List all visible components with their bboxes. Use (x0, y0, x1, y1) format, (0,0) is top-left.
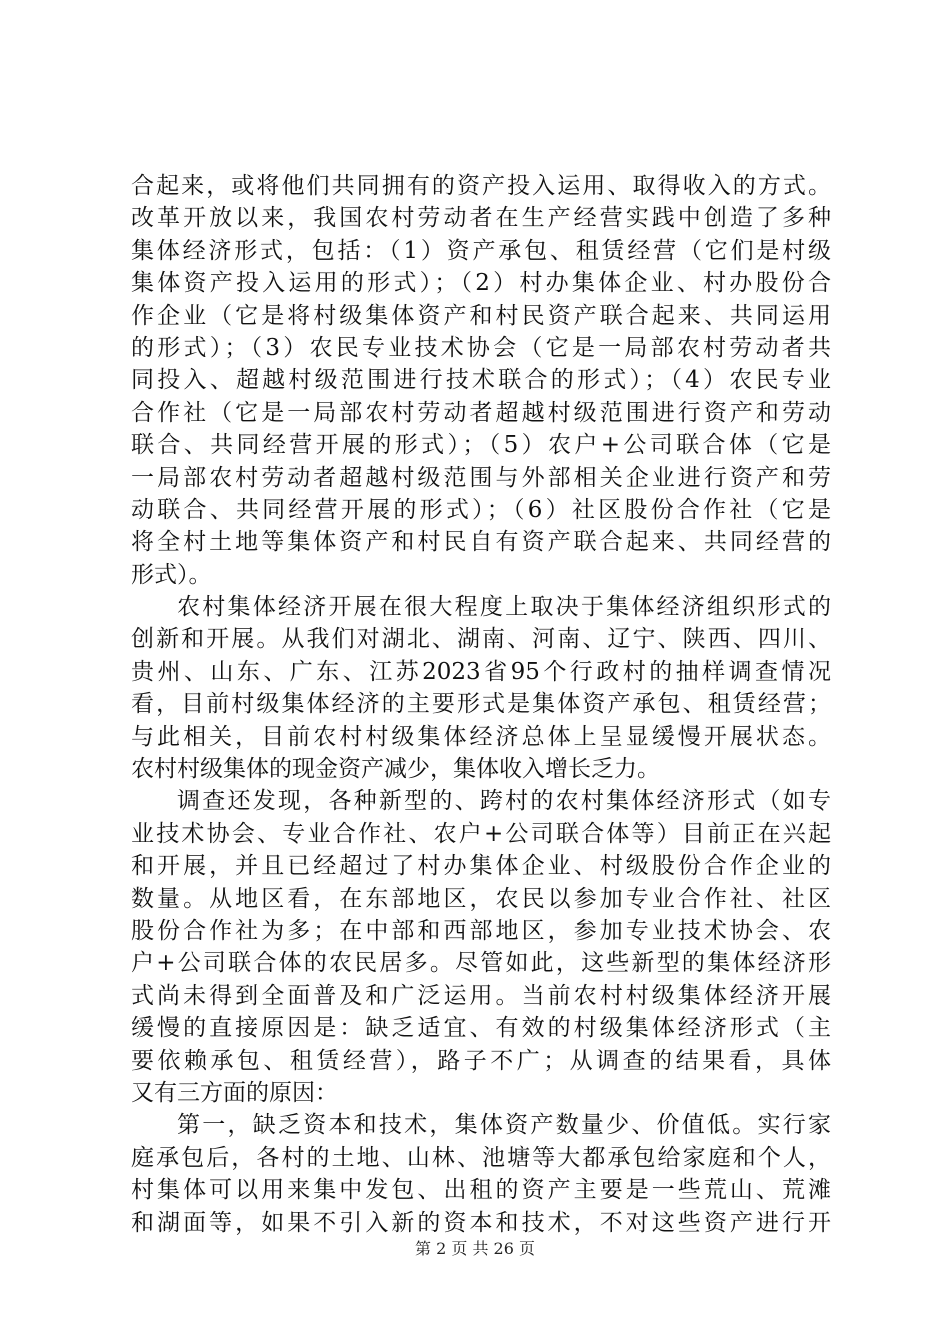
paragraph-line: 农村集体经济开展在很大程度上取决于集体经济组织形式的 (177, 594, 831, 621)
paragraph-line: 的形式）；（3）农民专业技术协会（它是一局部农村劳动者共 (131, 334, 831, 361)
paragraph-line: 缓慢的直接原因是：缺乏适宜、有效的村级集体经济形式（主 (131, 1015, 831, 1042)
page-footer: 第 2 页 共 26 页 (415, 1239, 535, 1258)
paragraph (131, 1109, 831, 1239)
paragraph-line: 改革开放以来，我国农村劳动者在生产经营实践中创造了多种 (131, 205, 831, 232)
paragraph-line: 户+公司联合体的农民居多。尽管如此，这些新型的集体经济形 (131, 950, 831, 977)
paragraph-line: 同投入、超越村级范围进行技术联合的形式）；（4）农民专业 (131, 367, 831, 394)
paragraph-line: 和湖面等，如果不引入新的资本和技术，不对这些资产进行开 (131, 1209, 831, 1236)
paragraph-line: 股份合作社为多；在中部和西部地区，参加专业技术协会、农 (131, 917, 831, 944)
paragraph-line: 式尚未得到全面普及和广泛运用。当前农村村级集体经济开展 (131, 982, 831, 1009)
paragraph-line: 庭承包后，各村的土地、山林、池塘等大都承包给家庭和个人， (131, 1144, 831, 1171)
paragraph-line: 和开展，并且已经超过了村办集体企业、村级股份合作企业的 (131, 853, 831, 880)
paragraph-line: 作企业（它是将村级集体资产和村民资产联合起来、共同运用 (131, 302, 831, 329)
paragraph-line: 动联合、共同经营开展的形式）；（6）社区股份合作社（它是 (131, 496, 831, 523)
paragraph-line: 将全村土地等集体资产和村民自有资产联合起来、共同经营的 (131, 529, 831, 556)
paragraph-line: 一局部农村劳动者超越村级范围与外部相关企业进行资产和劳 (131, 464, 831, 491)
paragraph (131, 785, 831, 1109)
paragraph-line: 合作社（它是一局部农村劳动者超越村级范围进行资产和劳动 (131, 399, 831, 426)
paragraph-line: 形式）。 (131, 561, 212, 588)
paragraph-line: 第一，缺乏资本和技术，集体资产数量少、价值低。实行家 (177, 1112, 831, 1139)
paragraph-line: 联合、共同经营开展的形式）；（5）农户+公司联合体（它是 (131, 432, 831, 459)
paragraph-line: 创新和开展。从我们对湖北、湖南、河南、辽宁、陕西、四川、 (131, 626, 831, 653)
paragraph-line: 村集体可以用来集中发包、出租的资产主要是一些荒山、荒滩 (131, 1177, 831, 1204)
paragraph-line: 数量。从地区看，在东部地区，农民以参加专业合作社、社区 (131, 885, 831, 912)
paragraph-line: 与此相关，目前农村村级集体经济总体上呈显缓慢开展状态。 (131, 723, 831, 750)
paragraph-line: 看，目前村级集体经济的主要形式是集体资产承包、租赁经营； (131, 691, 831, 718)
paragraph-line: 业技术协会、专业合作社、农户+公司联合体等）目前正在兴起 (131, 820, 831, 847)
paragraph (131, 591, 831, 785)
paragraph-line: 集体经济形式，包括：（1）资产承包、租赁经营（它们是村级 (131, 237, 831, 264)
paragraph (131, 170, 831, 591)
paragraph-line: 集体资产投入运用的形式）；（2）村办集体企业、村办股份合 (131, 270, 831, 297)
body-text (131, 170, 831, 1239)
paragraph-line: 农村村级集体的现金资产减少，集体收入增长乏力。 (131, 756, 660, 783)
paragraph-line: 贵州、山东、广东、江苏2023省95个行政村的抽样调查情况 (131, 658, 831, 685)
paragraph-line: 调查还发现，各种新型的、跨村的农村集体经济形式（如专 (177, 788, 831, 815)
paragraph-line: 又有三方面的原因： (131, 1079, 338, 1106)
paragraph-line: 合起来，或将他们共同拥有的资产投入运用、取得收入的方式。 (131, 173, 831, 199)
paragraph-line: 要依赖承包、租赁经营），路子不广；从调查的结果看，具体 (131, 1047, 831, 1074)
